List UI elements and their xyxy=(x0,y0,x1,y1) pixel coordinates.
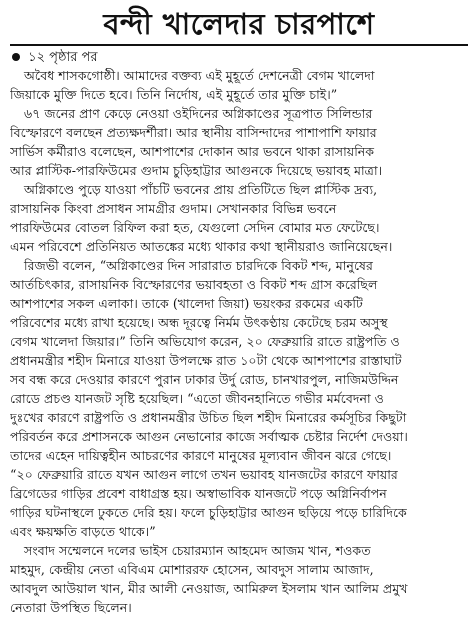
continued-from-text: ১২ পৃষ্ঠার পর xyxy=(28,50,98,65)
article-line: প্রধানমন্ত্রীর শহীদ মিনারে যাওয়া উপলক্ষে রাত ১০টা থেকে আশপাশের রাস্তাঘাট xyxy=(10,353,402,368)
article-line: রিজভী বলেন, “অগ্নিকাণ্ডের দিন সারারাত চারদিকে বিকট শব্দ, মানুষের xyxy=(24,258,373,273)
article-line: তাদের এহেন দায়িত্বহীন আচরণের কারণে মানুষের মূল্যবান জীবন ঝরে গেছে। xyxy=(10,448,392,463)
headline-rule xyxy=(10,44,468,46)
continued-from xyxy=(10,49,468,66)
article-line: গাড়ির ঘটনাস্থলে ঢুকতে দেরি হয়। ফলে চুড়িহাট্টার আগুন ছড়িয়ে পড়ে চারিদিকে xyxy=(10,505,407,520)
article-line: আশপাশের সকল এলাকা। তাকে (খালেদা জিয়া) ভয়ংকর রকমের একটি xyxy=(10,296,363,311)
article-line: নেতারা উপস্থিত ছিলেন। xyxy=(10,600,132,615)
article-line: ৬৭ জনের প্রাণ কেড়ে নেওয়া ওইদিনের অগ্নিকাণ্ডের সূত্রপাত সিলিন্ডার xyxy=(24,106,373,121)
article-line: পারফিউমের বোতল রিফিল করা হত, যেগুলো সেদিন বোমার মত ফেটেছে। xyxy=(10,220,380,235)
article-line: রোডে প্রচণ্ড যানজট সৃষ্টি হয়েছিল। “এতো জীবনহানিতে গভীর মর্মবেদনা ও xyxy=(10,391,384,406)
article-line: আবদুল আউয়াল খান, মীর আলী নেওয়াজ, আমিরুল ইসলাম খান আলিম প্রমুখ xyxy=(10,581,408,596)
article-line: এবং ক্ষয়ক্ষতি বাড়তে থাকে।” xyxy=(10,524,156,539)
article-line: মাহমুদ, কেন্দ্রীয় নেতা এবিএম মোশাররফ হোসেন, আবদুস সালাম আজাদ, xyxy=(10,562,374,577)
article-line: “২০ ফেব্রুয়ারি রাতে যখন আগুন লাগে তখন ভয়াবহ যানজটের কারণে ফায়ার xyxy=(10,467,398,482)
article-line: বিস্ফোরণে বলছেন প্রত্যক্ষদর্শীরা। আর স্থানীয় বাসিন্দাদের পাশাপাশি ফায়ার xyxy=(10,125,377,140)
article-body xyxy=(10,66,468,617)
headline: বন্দী খালেদার চারপাশে xyxy=(103,7,375,41)
article-line: সার্ভিস কর্মীরাও বলেছেন, আশপাশের দোকান আর ভবনে থাকা রাসায়নিক xyxy=(10,144,375,159)
article-line: আর প্লাস্টিক-পারফিউমের গুদাম চুড়িহাট্টার আগুনকে দিয়েছে ভয়াবহ মাত্রা। xyxy=(10,163,383,178)
article-line: বেগম খালেদা জিয়ার।” তিনি অভিযোগ করেন, ২০ ফেব্রুয়ারি রাতে রাষ্ট্রপতি ও xyxy=(10,334,400,349)
article-line: জিয়াকে মুক্তি দিতে হবে। তিনি নির্দোষ, এই মুহূর্তে তার মুক্তি চাই।” xyxy=(10,87,338,102)
article-line: অবৈধ শাসকগোষ্ঠী। আমাদের বক্তব্য এই মুহূর্তে দেশনেত্রী বেগম খালেদা xyxy=(24,68,375,83)
article-line: সংবাদ সম্মেলনে দলের ভাইস চেয়ারম্যান আহমেদ আজম খান, শওকত xyxy=(24,543,371,558)
article-line: আর্তচিৎকার, রাসায়নিক বিস্ফোরণের ভয়াবহতা ও বিকট শব্দ গ্রাস করেছিল xyxy=(10,277,378,292)
article-line: অগ্নিকাণ্ডে পুড়ে যাওয়া পাঁচটি ভবনের প্রায় প্রতিটিতে ছিল প্লাস্টিক দ্রব্য, xyxy=(24,182,378,197)
article-line: রাসায়নিক কিংবা প্রসাধন সামগ্রীর গুদাম। সেখানকার বিভিন্ন ভবনে xyxy=(10,201,337,216)
article-line: পরিবর্তন করে প্রশাসনকে আগুন নেভানোর কাজে সর্বাত্মক চেষ্টার নির্দেশ দেওয়া। xyxy=(10,429,408,444)
bullet-icon xyxy=(12,53,20,61)
article-line: ব্রিগেডের গাড়ির প্রবেশ বাধাগ্রস্ত হয়। অস্বাভাবিক যানজটে পড়ে অগ্নিনির্বাপন xyxy=(10,486,387,501)
article-line: দুঃখের কারণে রাষ্ট্রপতি ও প্রধানমন্ত্রীর উচিত ছিল শহীদ মিনারের কর্মসূচির কিছুটা xyxy=(10,410,407,425)
article-line: পরিবেশের মধ্যে রাখা হয়েছে। অন্ধ দূরত্বে নির্মম উৎকণ্ঠায় কেটেছে চরম অসুস্থ xyxy=(10,315,388,330)
article-line: এমন পরিবেশে প্রতিনিয়ত আতঙ্কের মধ্যে থাকার কথা স্থানীয়রাও জানিয়েছেন। xyxy=(10,239,393,254)
article-line: সব বন্ধ করে দেওয়ার কারণে পুরান ঢাকার উর্দু রোড, চানখারপুল, নাজিমউদ্দিন xyxy=(10,372,399,387)
